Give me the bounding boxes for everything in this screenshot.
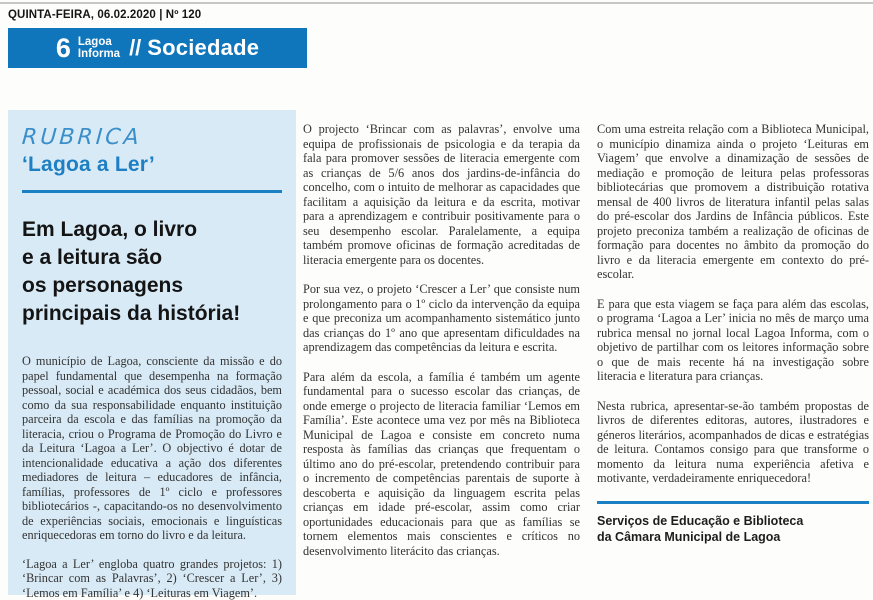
brand-name-bottom: Informa xyxy=(77,48,121,60)
banner-separator: // xyxy=(129,35,142,60)
rubric-divider xyxy=(22,190,282,193)
headline-line: Em Lagoa, o livro xyxy=(22,218,198,241)
brand-name-top: Lagoa xyxy=(77,36,112,49)
byline-divider xyxy=(597,501,869,504)
masthead-date: QUINTA-FEIRA, 06.02.2020 | Nº 120 xyxy=(8,9,202,21)
rubric-title: ‘Lagoa a Ler’ xyxy=(22,153,155,176)
rubric-kicker: RUBRICA xyxy=(21,125,143,150)
paragraph-rubrica-mensal: E para que esta viagem se faça para além das escolas, o programa ‘Lagoa a Ler’ inicia no mês de março uma rubrica mensal no jornal local Lagoa Informa, com o objetivo de partilhar com os leitores informação sobre o que de mais recente há na investigação sobre literacia e literatura para crianças. xyxy=(597,296,869,383)
paragraph-crescer-a-ler: Por sua vez, o projeto ‘Crescer a Ler’ que consiste num prolongamento para o 1º ciclo da intervenção da equipa e que preconiza um acompanhamento sistemático junto das crianças do 1º ano que apresentam dificuldades na aprendizagem das competências da leitura e escrita. xyxy=(303,282,580,354)
page-number: 6 xyxy=(55,32,71,63)
rubric-panel xyxy=(8,110,296,600)
headline-line: principais da história! xyxy=(22,302,241,325)
top-divider xyxy=(0,2,873,4)
article-column-right xyxy=(597,122,869,545)
paragraph-projects-list: ‘Lagoa a Ler’ engloba quatro grandes projetos: 1) ‘Brincar com as Palavras’, 2) ‘Crescer a Ler’, 3) ‘Lemos em Família’ e 4) ‘Leituras em Viagem’. xyxy=(22,556,282,600)
newspaper-brand xyxy=(78,37,120,60)
section-title: Sociedade xyxy=(147,35,260,60)
paragraph-propostas-livros: Nesta rubrica, apresentar-se-ão também propostas de livros de diferentes editoras, autores, ilustradores e géneros literários, acompanhados de dicas e estratégias de leitura. Contamos consigo para que transforme o momento da leitura numa experiência afetiva e motivante, verdadeiramente enriquecedora! xyxy=(597,398,869,485)
byline-line: Serviços de Educação e Biblioteca xyxy=(597,513,804,528)
headline-line: os personagens xyxy=(22,274,184,297)
headline-line: e a leitura são xyxy=(22,246,163,269)
paragraph-leituras-em-viagem: Com uma estreita relação com a Biblioteca Municipal, o município dinamiza ainda o projeto ‘Leituras em Viagem’ que envolve a dinamização de sessões de mediação e promoção de leitura pelas professoras bibliotecárias que promovem a distribuição rotativa mensal de 400 livros de literatura infantil pelas salas do pré-escolar dos Jardins de Infância públicos. Este projeto preconiza também a realização de oficinas de formação para docentes no âmbito da promoção do livro e da literacia emergente em contexto do pré-escolar. xyxy=(597,122,869,281)
article-byline xyxy=(597,513,869,546)
paragraph-lemos-em-familia: Para além da escola, a família é também um agente fundamental para o sucesso escolar das crianças, de onde emerge o projecto de literacia familiar ‘Lemos em Família’. Este acontece uma vez por mês na Biblioteca Municipal de Lagoa e consiste em concreto numa resposta às famílias das crianças que frequentam o último ano do pré-escolar, pretendendo contribuir para o incremento de competências parentais de suporte à descoberta e aquisição da linguagem escrita pelas crianças em idade pré-escolar, assim como criar oportunidades educacionais para que as famílias se tornem elementos mais conscientes e críticos no desenvolvimento literácito das crianças. xyxy=(303,369,580,558)
article-column-middle xyxy=(303,122,580,573)
byline-line: da Câmara Municipal de Lagoa xyxy=(597,529,781,544)
paragraph-intro: O município de Lagoa, consciente da missão e do papel fundamental que desempenha na formação pessoal, social e académica dos seus cidadãos, bem como da sua responsabilidade enquanto instituição parceira da escola e das famílias na promoção da literacia, criou o Programa de Promoção do Livro e da Leitura ‘Lagoa a Ler’. O objectivo é dotar de intencionalidade educativa a ação dos diferentes mediadores de leitura – educadores de infância, famílias, professores de 1º ciclo e professores bibliotecários -, capacitando-os no desenvolvimento de experiências sociais, emocionais e linguísticas enriquecedoras em torno do livro e da leitura. xyxy=(22,354,282,542)
paragraph-brincar-palavras: O projecto ‘Brincar com as palavras’, envolve uma equipa de profissionais de psicologia e da terapia da fala para promover sessões de literacia emergente com as crianças de 5/6 anos dos jardins-de-infância do concelho, com o intuito de melhorar as capacidades que facilitam a aquisição da leitura e da escrita, motivar para a aprendizagem e contribuir positivamente para o seu desempenho escolar. Paralelamente, a equipa também promove oficinas de formação acreditadas de literacia emergente para os docentes. xyxy=(303,122,580,267)
section-banner xyxy=(8,28,307,68)
article-headline xyxy=(22,216,282,328)
